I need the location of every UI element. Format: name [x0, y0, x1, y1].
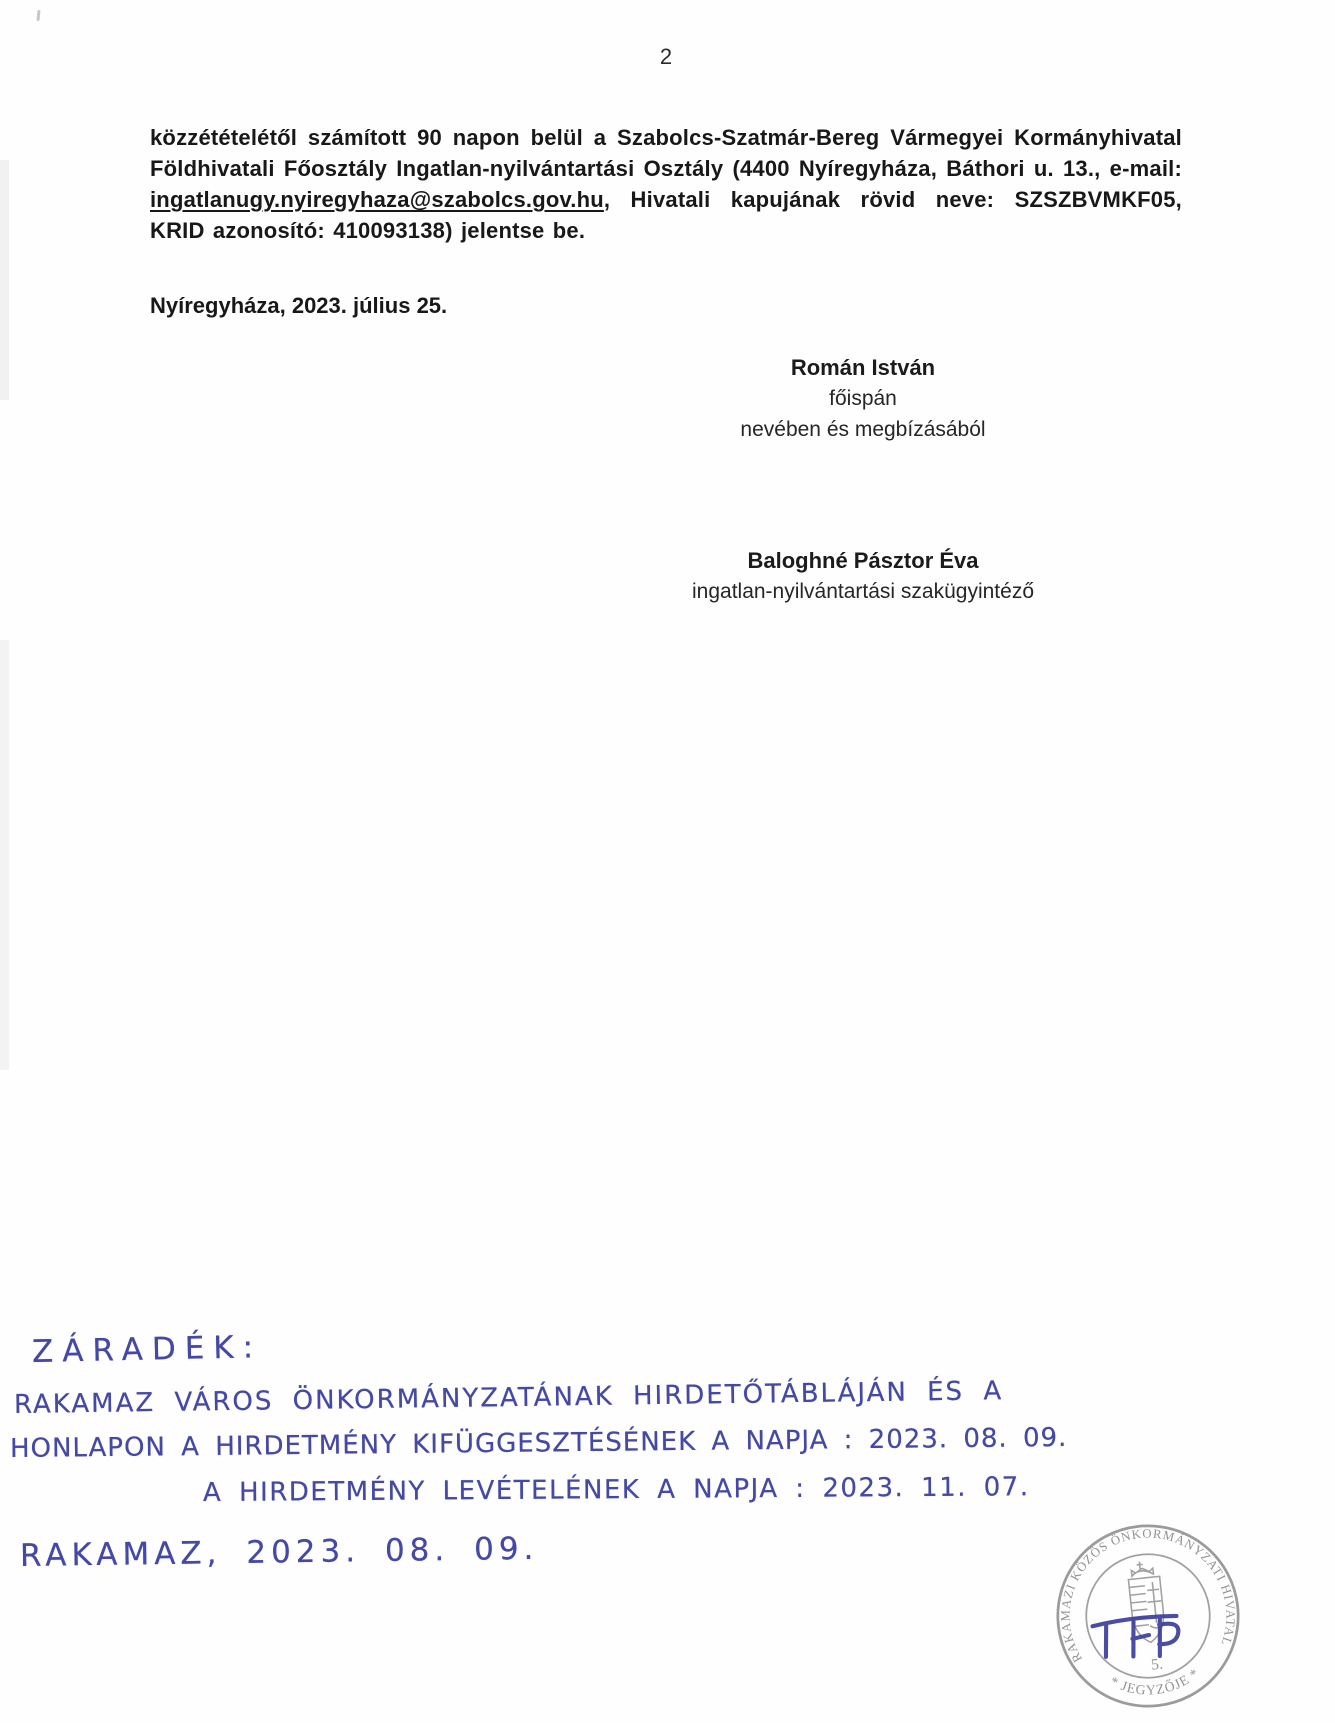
scan-edge-streak	[0, 160, 9, 400]
handwritten-zaradek-heading: ZÁRADÉK:	[31, 1329, 263, 1370]
email-link: ingatlanugy.nyiregyhaza@szabolcs.gov.hu	[150, 187, 604, 212]
signature-block-foispan	[580, 352, 1146, 445]
official-round-stamp	[1050, 1518, 1246, 1714]
stamp-ring-text: RAKAMAZI KÖZÖS ÖNKORMÁNYZATI HIVATAL	[1058, 1526, 1238, 1665]
handwritten-removal-date-line: A HIRDETMÉNY LEVÉTELÉNEK A NAPJA : 2023. 11. 07.	[202, 1472, 1030, 1508]
crown	[1131, 1567, 1153, 1576]
svg-text:RAKAMAZI KÖZÖS ÖNKORMÁNYZATI H	[1050, 1518, 1241, 1666]
paragraph-text-before-link: közzétételétől számított 90 napon belül a Szabolcs-Szatmár-Bereg Vármegyei Kormányhivatal Földhivatali Főosztály Ingatlan-nyilvántartási Osztály (4400 Nyíregyháza, Báthori u. 13., e-mail:	[150, 125, 1182, 181]
initial-t-stem	[1104, 1624, 1108, 1657]
signature-block-szakugyintezo	[580, 545, 1146, 607]
body-paragraph	[150, 122, 1182, 246]
handwritten-posting-date-line: HONLAPON A HIRDETMÉNY KIFÜGGESZTÉSÉNEK A NAPJA : 2023. 08. 09.	[9, 1422, 1068, 1464]
paragraph-text-after-link: , Hivatali kapujának rövid neve: SZSZBVMKF05, KRID azonosító: 410093138) jelentse be.	[150, 187, 1182, 243]
scan-edge-streak	[0, 640, 9, 1070]
page-number: 2	[659, 44, 673, 69]
signatory-title: ingatlan-nyilvántartási szakügyintéző	[691, 580, 1035, 603]
stamp-bottom-text: * JEGYZŐJE *	[1107, 1665, 1203, 1698]
signatory-name: Baloghné Pásztor Éva	[747, 548, 979, 573]
signatory-title: főispán	[829, 387, 897, 410]
handwritten-initials-tfp	[1092, 1615, 1179, 1659]
signatory-note: nevében és megbízásából	[740, 418, 986, 441]
scan-artifact-speck	[36, 10, 40, 21]
handwritten-place-date: RAKAMAZ, 2023. 08. 09.	[19, 1530, 539, 1574]
dateline: Nyíregyháza, 2023. július 25.	[150, 293, 448, 318]
signatory-name: Román István	[790, 355, 936, 380]
stamp-number: 5.	[1150, 1655, 1164, 1674]
handwritten-noticeboard-line: RAKAMAZ VÁROS ÖNKORMÁNYZATÁNAK HIRDETŐTÁBLÁJÁN ÉS A	[13, 1376, 1004, 1420]
